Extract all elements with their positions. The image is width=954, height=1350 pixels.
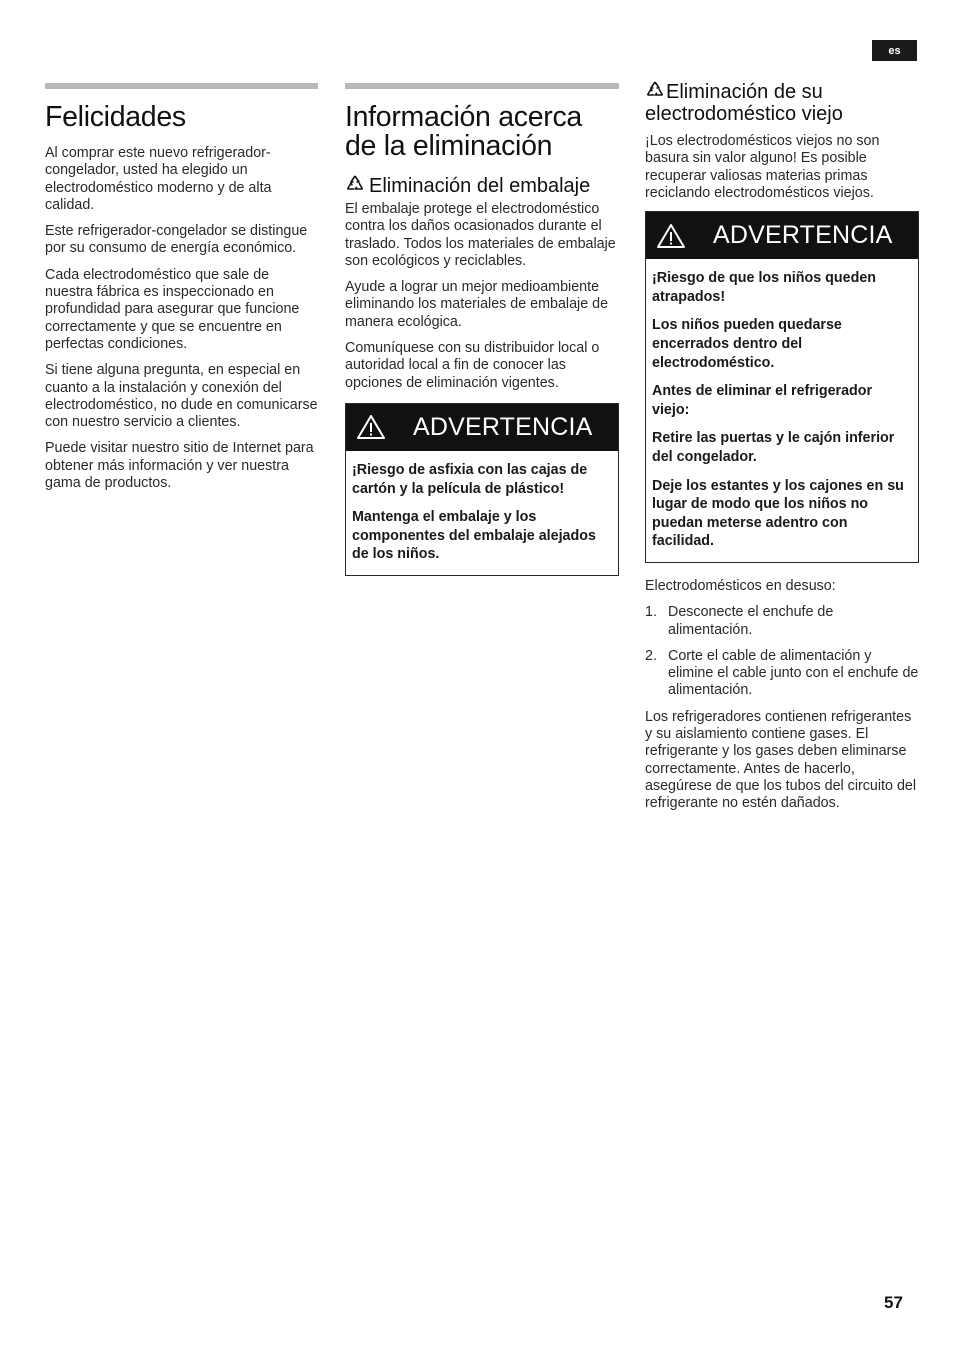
paragraph: Cada electrodoméstico que sale de nuestra fábrica es inspeccionado en profundidad para asegurar que funcione correctamente y que se encuentre en perfectas condiciones. [45,266,300,352]
subsection-title-text: Eliminación de su electrodoméstico viejo [645,81,843,125]
column-eliminacion [345,83,619,586]
column-felicidades [45,83,318,501]
warning-text: Los niños pueden quedarse encerrados dentro del electrodoméstico. [652,317,842,371]
paragraph: Si tiene alguna pregunta, en especial en cuanto a la instalación y conexión del electrodoméstico, no dude en comunicarse con nuestro servicio a clientes. [45,362,318,431]
section-title: Felicidades [45,101,186,133]
warning-body [346,451,618,575]
subsection-title [345,174,619,197]
warning-text: Retire las puertas y le cajón inferior del congelador. [652,430,895,465]
step-number: 1. [645,604,657,621]
warning-text: ¡Riesgo de asfixia con las cajas de cartón y la película de plástico! [352,461,588,497]
column-electrodomestico-viejo [645,80,919,821]
steps-list [645,604,919,699]
warning-text: Deje los estantes y los cajones en su lugar de modo que los niños no puedan meterse adentro con facilidad. [652,477,904,550]
paragraph: Al comprar este nuevo refrigerador-congelador, usted ha elegido un electrodoméstico moderno y de alta calidad. [45,145,272,213]
recycle-icon [345,174,365,194]
paragraph: ¡Los electrodomésticos viejos no son basura sin valor alguno! Es posible recuperar valiosas materias primas reciclando electrodomésticos viejos. [645,133,880,201]
warning-triangle-icon [356,414,386,440]
warning-body [646,259,918,562]
warning-title: ADVERTENCIA [713,221,893,250]
paragraph: Este refrigerador-congelador se distingue por su consumo de energía económico. [45,223,308,257]
section-rule [345,83,619,89]
section-rule [45,83,318,89]
list-item [645,604,919,639]
warning-header [646,212,918,259]
warning-header [346,404,618,451]
paragraph: Ayude a lograr un mejor medioambiente eliminando los materiales de embalaje de manera ecológica. [345,279,609,330]
warning-triangle-icon [656,223,686,249]
page-number: 57 [884,1293,903,1312]
section-title: Información acerca de la eliminación [345,101,582,162]
paragraph: Comuníquese con su distribuidor local o autoridad local a fin de conocer las opciones de eliminación vigentes. [345,340,600,391]
paragraph: El embalaje protege el electrodoméstico contra los daños ocasionados durante el traslado. Todos los materiales de embalaje son ecológicos y reciclables. [345,201,616,269]
list-intro: Electrodomésticos en desuso: [645,577,836,594]
subsection-title-text: Eliminación del embalaje [369,175,591,197]
subsection-title [645,80,919,125]
language-tab: es [872,40,917,61]
warning-box [345,403,619,576]
step-text: Corte el cable de alimentación y elimine el cable junto con el enchufe de alimentación. [668,647,919,699]
step-text: Desconecte el enchufe de alimentación. [668,604,834,638]
warning-box [645,211,919,563]
warning-text: ¡Riesgo de que los niños queden atrapados! [652,270,877,305]
warning-text: Antes de eliminar el refrigerador viejo: [652,383,873,418]
step-number: 2. [645,647,657,664]
warning-text: Mantenga el embalaje y los componentes del embalaje alejados de los niños. [352,509,596,563]
list-item [645,648,919,700]
paragraph: Los refrigeradores contienen refrigerantes y su aislamiento contiene gases. El refrigerante y los gases deben eliminarse correctamente. Antes de hacerlo, asegúrese de que los tubos del circuito del refrigerante no estén dañados. [645,708,917,812]
paragraph: Puede visitar nuestro sitio de Internet para obtener más información y ver nuestra gama de productos. [45,440,314,492]
recycle-icon [645,80,665,100]
warning-title: ADVERTENCIA [413,412,593,441]
